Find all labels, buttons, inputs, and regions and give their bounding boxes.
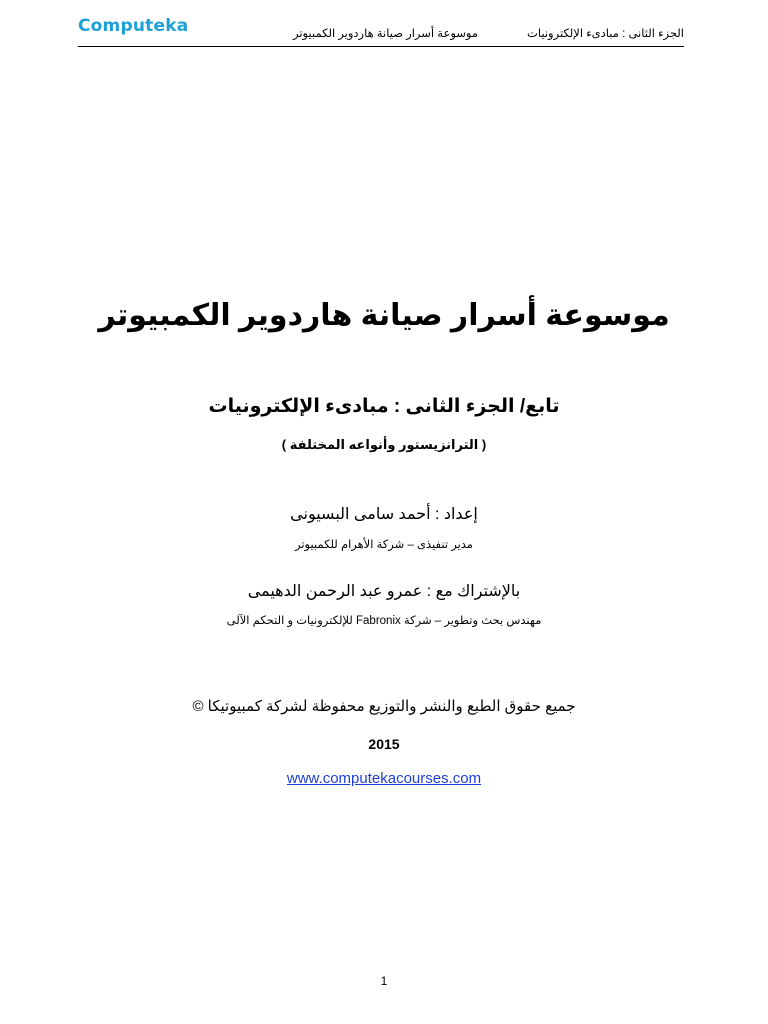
computeka-logo: Computeka bbox=[78, 16, 189, 36]
author-line: إعداد : أحمد سامى البسيونى bbox=[290, 506, 478, 523]
copyright-notice: جميع حقوق الطبع والنشر والتوزيع محفوظة لشركة كمبيوتيكا © bbox=[192, 698, 576, 715]
publication-year: 2015 bbox=[368, 736, 400, 752]
book-subtitle: تابع/ الجزء الثانى : مبادىء الإلكترونيات bbox=[208, 396, 560, 417]
coauthor-role: مهندس بحث وتطوير – شركة Fabronix للإلكترونيات و التحكم الآلى bbox=[226, 615, 542, 627]
coauthor-line: بالإشتراك مع : عمرو عبد الرحمن الدهيمى bbox=[247, 583, 521, 600]
author-role: مدير تنفيذى – شركة الأهرام للكمبيوتر bbox=[295, 539, 473, 551]
book-title: موسوعة أسرار صيانة هاردوير الكمبيوتر bbox=[98, 299, 670, 332]
header-series-title: موسوعة أسرار صيانة هاردوير الكمبيوتر bbox=[293, 28, 478, 40]
website-link[interactable]: www.computekacourses.com bbox=[286, 770, 482, 787]
page-number: 1 bbox=[380, 974, 388, 988]
book-subnote: ( الترانزيستور وأنواعه المختلفة ) bbox=[281, 437, 487, 452]
page-header bbox=[78, 14, 684, 47]
website-url bbox=[0, 770, 768, 787]
header-part-title: الجزء الثانى : مبادىء الإلكترونيات bbox=[527, 28, 684, 40]
